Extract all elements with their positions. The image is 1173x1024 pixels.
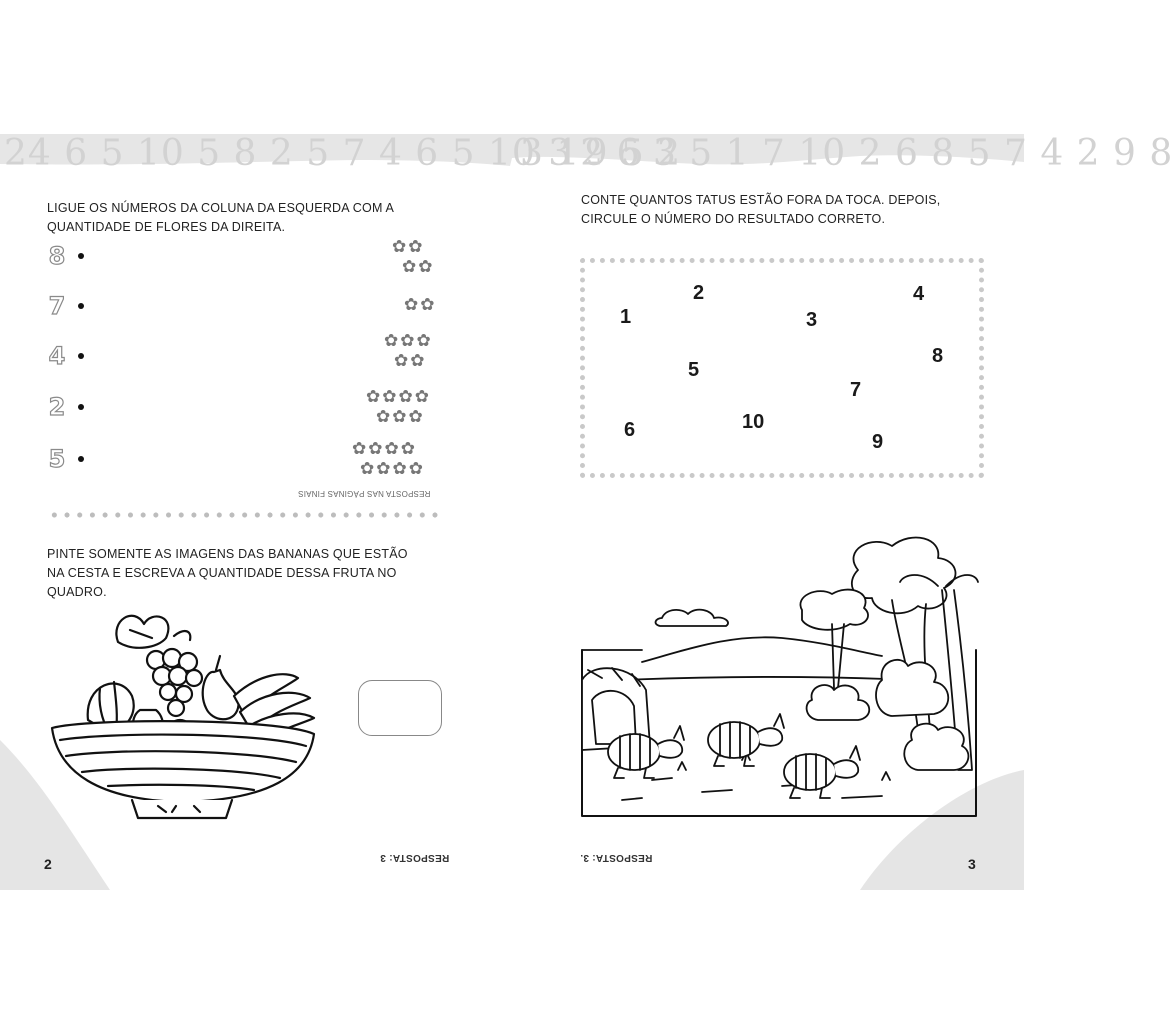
count-option[interactable]: 3 <box>806 309 818 331</box>
count-option[interactable]: 9 <box>872 431 884 453</box>
count-option[interactable]: 8 <box>932 345 944 367</box>
footer-answer-left: RESPOSTA: 3 <box>380 852 450 863</box>
flower-icon: ✿ <box>360 459 375 478</box>
flower-icon: ✿ <box>392 237 407 256</box>
match-number-row[interactable] <box>46 393 84 421</box>
flower-icon: ✿ <box>394 351 409 370</box>
armadillo-instruction-line-2: CIRCULE O NÚMERO DO RESULTADO CORRETO. <box>581 212 886 226</box>
count-option[interactable]: 10 <box>742 411 765 433</box>
flower-icon: ✿ <box>410 351 425 370</box>
page-number-right: 3 <box>968 856 976 872</box>
match-number: 4 <box>48 342 66 370</box>
match-number-row[interactable] <box>46 242 84 270</box>
fruit-basket-illustration[interactable] <box>48 600 318 830</box>
armadillo-instruction-line-1: CONTE QUANTOS TATUS ESTÃO FORA DA TOCA. DEPOIS, <box>581 193 941 207</box>
connect-dot[interactable] <box>78 253 84 259</box>
banana-instruction-line-2: NA CESTA E ESCREVA A QUANTIDADE DESSA FRUTA NO <box>47 566 397 580</box>
flower-icon: ✿ <box>366 387 381 406</box>
count-option[interactable]: 7 <box>850 379 862 401</box>
armadillo-3 <box>784 746 860 798</box>
connect-dot[interactable] <box>78 303 84 309</box>
flower-icon: ✿ <box>382 387 397 406</box>
page-number-left: 2 <box>44 856 52 872</box>
match-number: 2 <box>48 393 66 421</box>
flower-icon: ✿ <box>392 407 407 426</box>
flower-icon: ✿ <box>398 387 413 406</box>
connect-dot[interactable] <box>78 353 84 359</box>
flower-icon: ✿ <box>384 439 399 458</box>
connect-dot[interactable] <box>78 456 84 462</box>
flower-icon: ✿ <box>402 257 417 276</box>
matching-instruction-line-1: LIGUE OS NÚMEROS DA COLUNA DA ESQUERDA COM A <box>47 201 395 215</box>
flower-icon: ✿ <box>404 295 419 314</box>
footer-answer-right: RESPOSTA: 3. <box>580 852 653 863</box>
flower-icon: ✿ <box>416 331 431 350</box>
flower-icon: ✿ <box>392 459 407 478</box>
count-option[interactable]: 2 <box>693 282 705 304</box>
banana-instruction-line-3: QUADRO. <box>47 585 107 599</box>
flower-icon: ✿ <box>400 439 415 458</box>
armadillo-instruction <box>581 191 940 229</box>
banana-count-answer-box[interactable] <box>358 680 442 736</box>
count-option[interactable]: 1 <box>620 306 632 328</box>
match-number-row[interactable] <box>46 342 84 370</box>
match-number: 7 <box>48 292 66 320</box>
header-digits-left: 24 6 5 10 5 8 2 5 7 4 6 5 10 3 9 5 2 <box>4 133 682 174</box>
header-digits-right: 3 12 6 3 5 1 7 10 2 6 8 5 7 4 2 9 8 <box>520 133 1173 174</box>
count-option[interactable]: 4 <box>913 283 925 305</box>
flower-icon: ✿ <box>368 439 383 458</box>
flower-icon: ✿ <box>408 407 423 426</box>
connect-dot[interactable] <box>78 404 84 410</box>
count-option[interactable]: 6 <box>624 419 636 441</box>
flower-icon: ✿ <box>376 459 391 478</box>
flower-icon: ✿ <box>418 257 433 276</box>
flower-icon: ✿ <box>420 295 435 314</box>
matching-instruction-line-2: QUANTIDADE DE FLORES DA DIREITA. <box>47 220 286 234</box>
flower-icon: ✿ <box>384 331 399 350</box>
match-number-row[interactable] <box>46 445 84 473</box>
match-number: 8 <box>48 242 66 270</box>
section-divider <box>48 512 440 518</box>
banana-instruction <box>47 545 408 602</box>
flower-icon: ✿ <box>414 387 429 406</box>
flower-icon: ✿ <box>408 237 423 256</box>
flower-icon: ✿ <box>408 459 423 478</box>
match-number: 5 <box>48 445 66 473</box>
flower-icon: ✿ <box>352 439 367 458</box>
matching-instruction <box>47 199 394 237</box>
flower-icon: ✿ <box>376 407 391 426</box>
armadillo-savanna-illustration[interactable] <box>582 530 978 818</box>
armadillo-2 <box>708 714 784 766</box>
match-number-row[interactable] <box>46 292 84 320</box>
banana-instruction-line-1: PINTE SOMENTE AS IMAGENS DAS BANANAS QUE ESTÃO <box>47 547 408 561</box>
flower-icon: ✿ <box>400 331 415 350</box>
count-option[interactable]: 5 <box>688 359 700 381</box>
answer-note: RESPOSTA NAS PÁGINAS FINAIS <box>298 489 431 498</box>
